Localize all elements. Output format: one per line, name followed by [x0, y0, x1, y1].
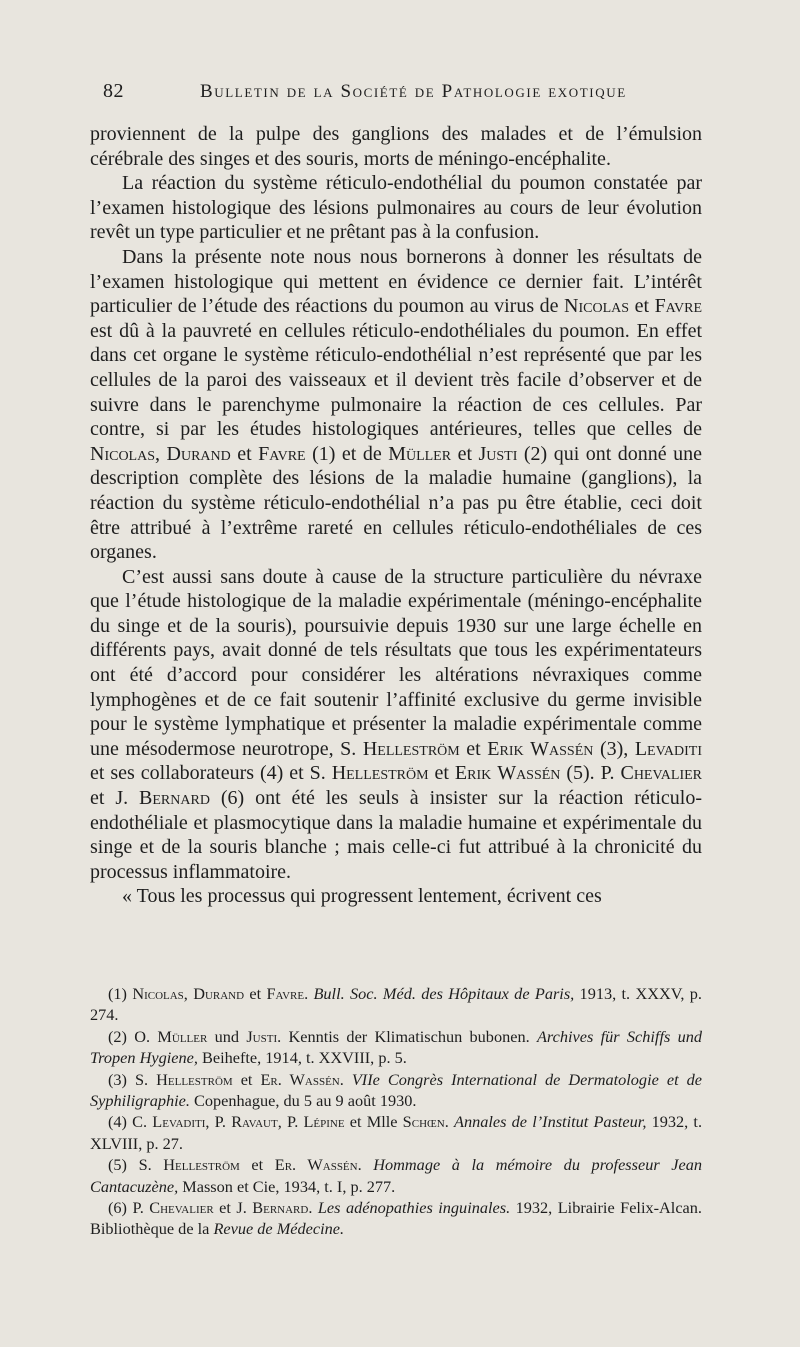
note-author: Helleström: [163, 1155, 240, 1175]
text-run: (2) qui ont donné une description complète des lésions de la maladie humaine (ganglions), la réaction du système réticulo-endothélial n’a pas pu être établie, ceci doit être attribué à l’extrême rareté en cellules réticulo-endothéliales de ces organes.: [90, 442, 703, 564]
text-run: et: [451, 442, 479, 465]
note-text: [362, 1155, 374, 1174]
paragraph-4: [90, 565, 702, 885]
text-run: (1) et de: [305, 442, 389, 465]
note-text: (2) O.: [108, 1026, 158, 1046]
note-text: et: [239, 1155, 275, 1175]
text-run: (6) ont été les seuls à insister sur la réaction réticulo-endothéliale et plasmocytique dans la maladie humaine et expérimentale du singe et de la souris blanche ; mais celle-ci fut attribué à la chronicité du processus inflammatoire.: [90, 787, 702, 883]
paragraph-2: La réaction du système réticulo-endothélial du poumon constatée par l’examen histologique des lésions pulmonaires au cours de leur évolution revêt un type particulier et ne prêtant pas à la confusion.: [90, 172, 702, 244]
author-name: Favre: [654, 295, 702, 318]
paragraph-1: proviennent de la pulpe des ganglions des malades et de l’émulsion cérébrale des singes et des souris, morts de méningo-encéphalite.: [90, 123, 702, 170]
text-run: et: [629, 295, 655, 318]
note-title: Annales de l’Institut Pasteur,: [454, 1112, 647, 1132]
note-text: Beihefte, 1914, t. XXVIII, p. 5.: [197, 1048, 407, 1068]
note-text: (1): [108, 984, 133, 1003]
author-name: Wassén: [530, 737, 594, 760]
note-text: (5) S.: [108, 1155, 164, 1175]
paragraph-3: [90, 245, 702, 565]
author-name: Favre: [258, 442, 306, 465]
text-run: et: [428, 762, 455, 785]
note-text: Kenntis der Klimatischun bubonen.: [281, 1026, 537, 1046]
text-run: et ses collaborateurs (4) et S.: [90, 762, 332, 785]
author-name: Nicolas: [564, 295, 630, 318]
running-head: Bulletin de la Société de Pathologie exotique: [200, 81, 627, 102]
footnotes: [90, 983, 702, 1240]
note-text: (3) S.: [108, 1069, 157, 1089]
author-name: Justi: [478, 442, 518, 465]
text-run: C’est aussi sans doute à cause de la structure particulière du névraxe que l’étude histologique de la maladie expérimentale (méningo-encéphalite du singe et de la souris), poursuivie depuis 1930 sur une large échelle en différents pays, avait donné de tels résultats que tous les expérimentateurs ont été d’accord pour considérer les altérations névraxiques comme lymphogènes et de ce fait soutenir l’affinité exclusive du germe invisible pour le système lymphatique et présenter la maladie expérimentale comme une mésodermose neurotrope, S.: [90, 565, 702, 760]
note-text: 1913, t. XXXV, p. 274.: [90, 984, 702, 1025]
text-run: Dans la présente note nous nous bornerons à donner les résultats de l’examen histologique qui mettent en évidence ce dernier fait. L’intérêt particulier de l’étude des réactions du poumon au virus de: [90, 245, 702, 318]
note-title: Hommage à la mémoire du professeur Jean Cantacuzène,: [90, 1155, 703, 1196]
note-title: VIIe Congrès International de Dermatologie et de Syphiligraphie.: [90, 1069, 702, 1111]
author-name: Müller: [388, 442, 452, 465]
author-name: Nicolas: [90, 442, 156, 465]
note-author: Justi.: [246, 1026, 282, 1046]
note-author: Helleström: [156, 1069, 233, 1089]
author-name: Bernard: [139, 787, 210, 810]
text-run: et: [459, 737, 488, 760]
note-text: et Mlle: [344, 1112, 403, 1132]
note-author: Müller: [157, 1026, 208, 1046]
author-name: Levaditi: [634, 737, 702, 760]
footnote-2: [90, 1026, 702, 1069]
text-run: est dû à la pauvreté en cellules réticulo-endothéliales du poumon. En effet dans cet organe le système réticulo-endothélial n’est représenté que par les cellules de la paroi des vaisseaux et il devient très facile d’observer et de suivre dans le parenchyme pulmonaire la réaction de ces cellules. Par contre, si par les études histologiques antérieures, telles que celles de: [90, 319, 702, 441]
body-text: [90, 122, 702, 909]
note-text: Masson et Cie, 1934, t. I, p. 277.: [178, 1176, 396, 1196]
author-name: Chevalier: [620, 762, 703, 785]
author-name: Durand: [166, 442, 231, 465]
text-run: ,: [155, 442, 167, 465]
note-text: [344, 1070, 352, 1089]
text-run: (5). P.: [560, 762, 621, 785]
note-author: Schœn.: [402, 1112, 449, 1132]
note-author: Chevalier: [149, 1198, 214, 1218]
page-number: 82: [103, 80, 124, 102]
author-name: Erik: [487, 737, 524, 760]
author-name: Erik: [454, 762, 492, 785]
note-text: 1932, t. XLVIII, p. 27.: [90, 1112, 703, 1153]
note-author: Er. Wassén.: [260, 1069, 344, 1089]
note-text: Copenhague, du 5 au 9 août 1930.: [189, 1091, 417, 1111]
footnote-4: [90, 1111, 702, 1154]
note-text: und: [207, 1026, 247, 1046]
note-title: Bull. Soc. Méd. des Hôpitaux de Paris,: [313, 984, 575, 1003]
note-title: Revue de Médecine.: [213, 1219, 345, 1239]
note-author: Er. Wassén.: [274, 1155, 362, 1175]
note-text: (6) P.: [108, 1198, 150, 1218]
paragraph-5: « Tous les processus qui progressent lentement, écrivent ces: [122, 885, 602, 908]
text-run: (3),: [593, 737, 635, 760]
note-text: (4) C.: [108, 1112, 153, 1132]
author-name: Wassén: [497, 762, 561, 785]
footnote-3: [90, 1069, 702, 1112]
note-author: Nicolas, Durand: [132, 984, 245, 1003]
text-run: et: [230, 442, 259, 465]
note-title: Les adénopathies inguinales.: [317, 1198, 511, 1218]
note-author: Levaditi, P. Ravaut, P. Lépine: [152, 1112, 345, 1132]
footnote-1: [90, 983, 702, 1026]
note-title: Archives für Schiffs und Tropen Hygiene,: [90, 1026, 703, 1068]
note-text: 1932, Librairie Felix-Alcan. Bibliothèque de la: [90, 1198, 702, 1239]
note-author: Bernard.: [252, 1198, 313, 1218]
text-run: et J.: [90, 787, 140, 810]
note-text: et: [244, 984, 267, 1003]
note-text: et: [232, 1069, 261, 1089]
author-name: Helleström: [331, 762, 429, 785]
author-name: Helleström: [362, 737, 460, 760]
footnote-6: [90, 1197, 702, 1240]
page-header: [103, 80, 703, 106]
note-author: Favre.: [266, 984, 309, 1003]
note-text: et J.: [213, 1198, 253, 1218]
footnote-5: [90, 1154, 702, 1197]
